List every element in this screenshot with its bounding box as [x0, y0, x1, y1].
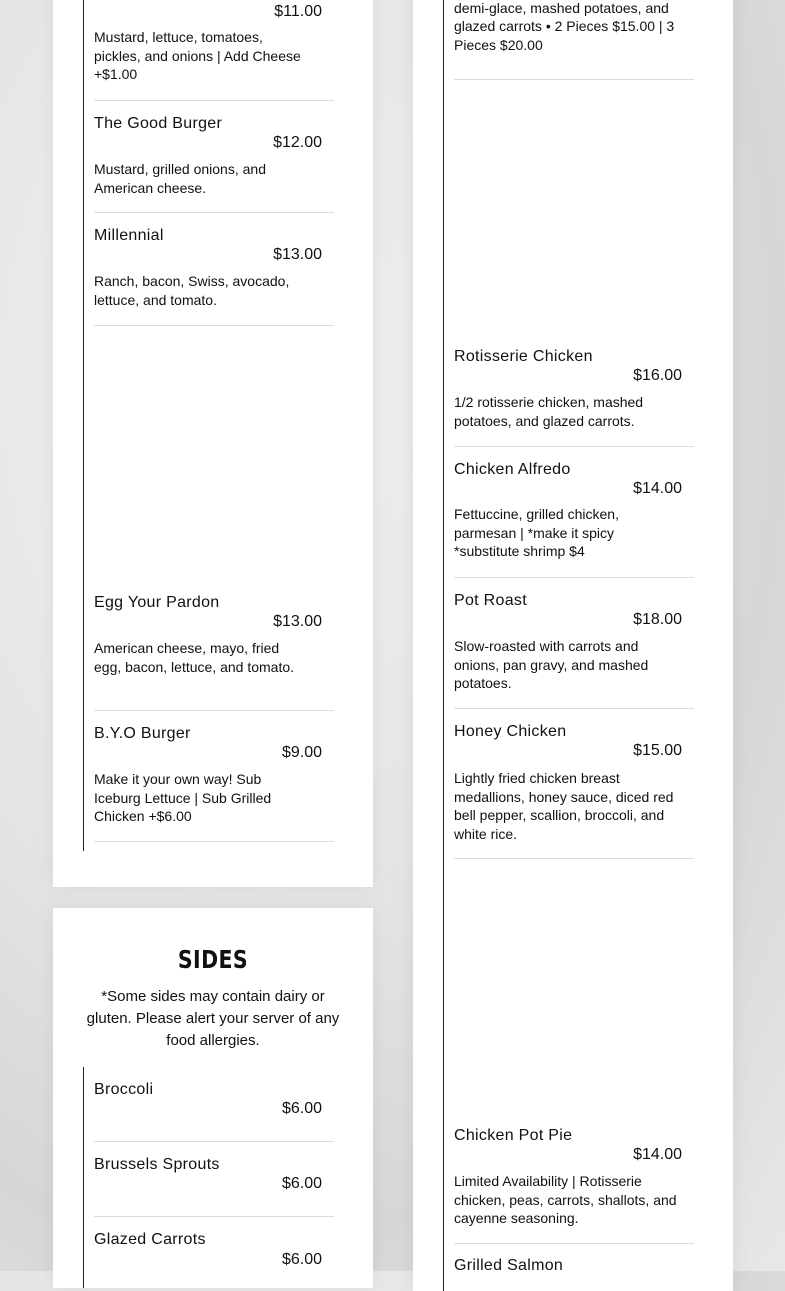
- item-divider: [94, 325, 334, 326]
- item-divider: [454, 858, 694, 859]
- card-rule: [443, 0, 444, 1291]
- item-divider: [94, 212, 334, 213]
- item-price: $9.00: [281, 744, 322, 761]
- item-name: Chicken Alfredo: [454, 461, 571, 478]
- item-name: B.Y.O Burger: [94, 725, 191, 742]
- item-price: $6.00: [281, 1175, 322, 1192]
- item-price: $6.00: [281, 1100, 322, 1117]
- item-description: Lightly fried chicken breast medallions, honey sauce, diced red bell pepper, scallion, broccoli, and white rice.: [454, 770, 674, 842]
- item-name: The Good Burger: [94, 115, 223, 132]
- card-rule: [83, 0, 84, 851]
- item-name: Chicken Pot Pie: [454, 1127, 573, 1144]
- card-rule: [83, 1067, 84, 1288]
- item-description: demi-glace, mashed potatoes, and glazed carrots • 2 Pieces $15.00 | 3 Pieces $20.00: [454, 0, 675, 53]
- burgers-card: [53, 0, 373, 887]
- item-name: Honey Chicken: [454, 723, 567, 740]
- item-name: Broccoli: [94, 1081, 154, 1098]
- item-description: 1/2 rotisserie chicken, mashed potatoes, and glazed carrots.: [454, 394, 644, 429]
- item-price: $6.00: [281, 1251, 322, 1268]
- item-price: $12.00: [273, 134, 322, 151]
- item-divider: [94, 100, 334, 101]
- item-price: $14.00: [633, 480, 682, 497]
- item-name: Millennial: [94, 227, 164, 244]
- item-divider: [454, 1243, 694, 1244]
- item-name: Pot Roast: [454, 592, 527, 609]
- item-price: $11.00: [274, 3, 322, 20]
- item-name: Rotisserie Chicken: [454, 348, 593, 365]
- item-divider: [94, 841, 334, 842]
- item-name: Egg Your Pardon: [94, 594, 220, 611]
- item-description: Ranch, bacon, Swiss, avocado, lettuce, and tomato.: [94, 273, 290, 308]
- item-price: $14.00: [633, 1146, 682, 1163]
- item-price: $16.00: [633, 367, 682, 384]
- item-divider: [454, 446, 694, 447]
- item-divider: [94, 710, 334, 711]
- item-divider: [94, 1216, 334, 1217]
- item-name: Glazed Carrots: [94, 1231, 206, 1248]
- item-description: Mustard, lettuce, tomatoes, pickles, and onions | Add Cheese +$1.00: [94, 29, 301, 82]
- item-divider: [454, 708, 694, 709]
- item-description: Slow-roasted with carrots and onions, pan gravy, and mashed potatoes.: [454, 638, 649, 691]
- item-divider: [454, 577, 694, 578]
- allergy-note: *Some sides may contain dairy or gluten. Please alert your server of any food allergies.: [86, 988, 340, 1049]
- item-name: Brussels Sprouts: [94, 1156, 220, 1173]
- item-description: American cheese, mayo, fried egg, bacon, lettuce, and tomato.: [94, 640, 295, 675]
- item-price: $18.00: [633, 611, 682, 628]
- item-price: $15.00: [633, 742, 682, 759]
- item-divider: [94, 1141, 334, 1142]
- item-description: Make it your own way! Sub Iceburg Lettuce | Sub Grilled Chicken +$6.00: [94, 771, 272, 824]
- item-description: Limited Availability | Rotisserie chicken, peas, carrots, shallots, and cayenne seasoning.: [454, 1173, 677, 1226]
- item-price: $13.00: [273, 246, 322, 263]
- item-description: Mustard, grilled onions, and American cheese.: [94, 161, 266, 196]
- item-divider: [454, 79, 694, 80]
- item-price: $13.00: [273, 613, 322, 630]
- entrees-card: [413, 0, 733, 1291]
- sides-card: [53, 908, 373, 1288]
- item-description: Fettuccine, grilled chicken, parmesan | *make it spicy *substitute shrimp $4: [454, 506, 619, 559]
- section-title: SIDES: [177, 945, 249, 974]
- item-name: Grilled Salmon: [454, 1257, 564, 1274]
